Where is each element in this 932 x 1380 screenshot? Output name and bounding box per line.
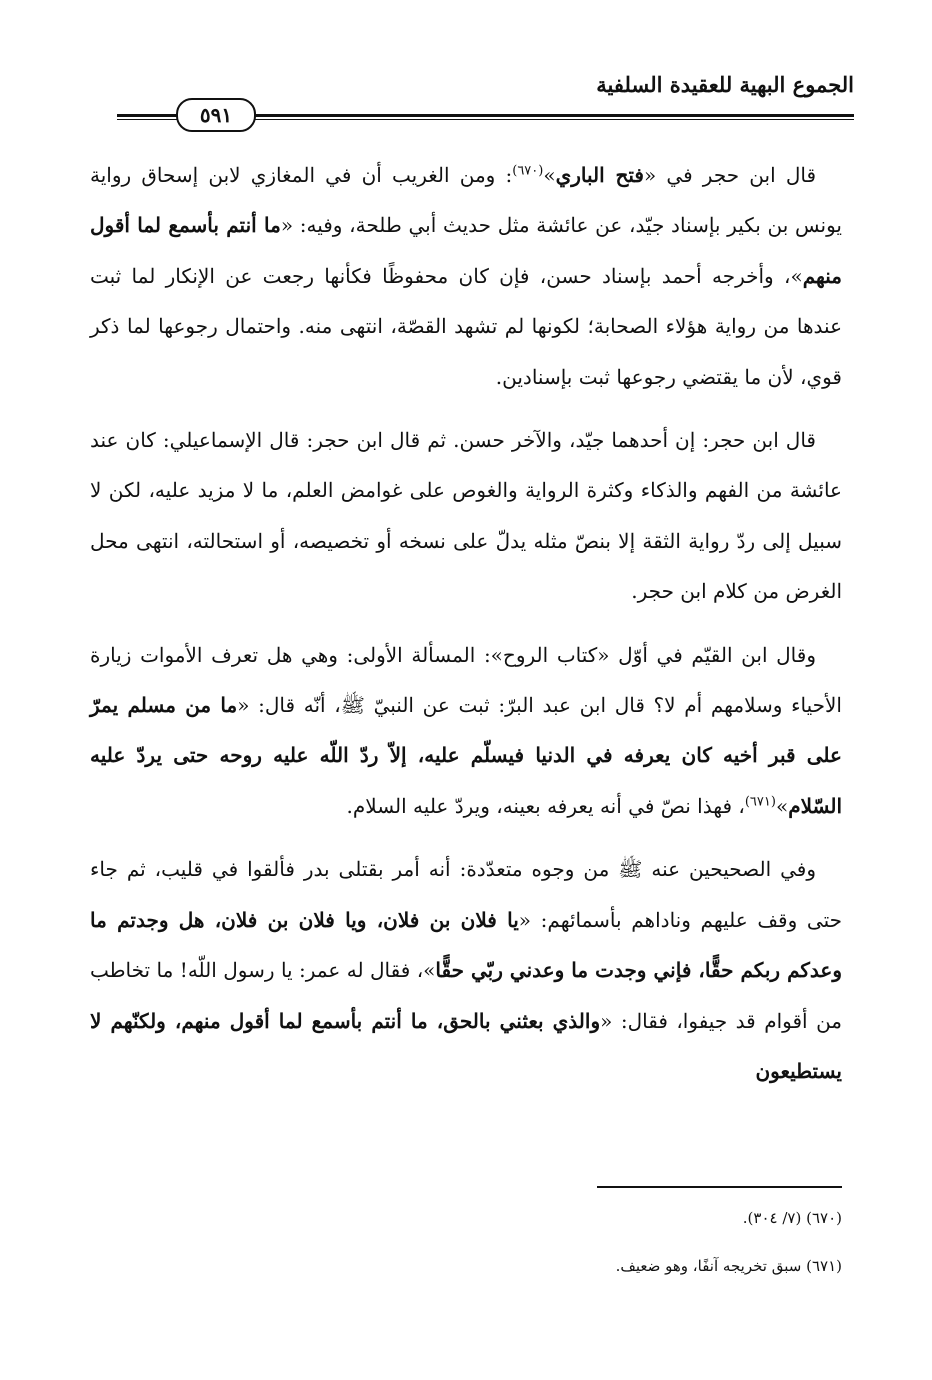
bold-quote: ما أنتم بأسمع لما أقول منهم (90, 213, 842, 288)
text-run: وفي الصحيحين عنه ﷺ من وجوه متعدّدة: أنه أمر بقتلى بدر فألقوا في قليب، ثم جاء حتى وقف عليهم وناداهم بأسمائهم: « (90, 857, 842, 932)
text-run: قال ابن حجر في « (643, 163, 817, 187)
bold-quote: يا فلان بن فلان، ويا فلان بن فلان، هل وجدتم ما وعدكم ربكم حقًّا، فإني وجدت ما وعدني ربّي حقًّا (90, 907, 843, 983)
text-run: » (543, 163, 556, 187)
paragraph (90, 630, 842, 832)
text-run: قال ابن حجر: إن أحدهما جيّد، والآخر حسن. ثم قال ابن حجر: قال الإسماعيلي: كان عند عائشة من الفهم والذكاء وكثرة الرواية والغوص على غوامض العلم، ما لا مزيد عليه، لكن لا سبيل إلى ردّ رواية الثقة إلا بنصّ مثله يدلّ على نسخه أو تخصيصه، أو استحالته، انتهى محل الغرض من كلام ابن حجر. (90, 428, 842, 604)
bold-quote: فتح الباري (555, 163, 644, 187)
page-number-badge (176, 98, 256, 132)
text-run: وقال ابن القيّم في أوّل «كتاب الروح»: المسألة الأولى: وهي هل تعرف الأموات زيارة الأحياء وسلامهم أم لا؟ قال ابن عبد البرّ: ثبت عن النبيّ ﷺ، أنّه قال: « (90, 642, 842, 718)
bold-quote: ما من مسلم يمرّ على قبر أخيه كان يعرفه في الدنيا فيسلّم عليه، إلاّ ردّ اللّه عليه روحه حتى يردّ عليه السّلام (90, 693, 842, 818)
footnotes (90, 1203, 842, 1299)
body-text (90, 150, 842, 1109)
text-run: : ومن الغريب أن في المغازي لابن إسحاق رواية يونس بن بكير بإسناد جيّد، عن عائشة مثل حديث أبي طلحة، وفيه: « (90, 163, 843, 238)
paragraph (90, 150, 842, 402)
footnote-number: (٦٧١) (806, 1257, 842, 1275)
footnote (90, 1203, 842, 1233)
footnote-ref: (٦٧٠) (512, 163, 544, 179)
text-run: ، فهذا نصّ في أنه يعرفه بعينه، ويردّ عليه السلام. (346, 793, 745, 818)
text-run: »، فقال له عمر: يا رسول اللّه! ما تخاطب من أقوام قد جيفوا، فقال: « (90, 958, 843, 1033)
footnote-ref: (٦٧١) (744, 794, 776, 810)
text-run: »، وأخرجه أحمد بإسناد حسن، فإن كان محفوظًا فكأنها رجعت عن الإنكار لما ثبت عندها من رواية هؤلاء الصحابة؛ لكونها لم تشهد القصّة، انتهى منه. واحتمال رجوعها لما ذكر قوي، لأن ما يقتضي رجوعها ثبت بإسنادين. (90, 263, 842, 389)
page-number: ٥٩١ (199, 103, 233, 127)
paragraph (90, 844, 842, 1096)
running-header-title: الجموع البهية للعقيدة السلفية (596, 72, 854, 97)
bold-quote: والذي بعثني بالحق، ما أنتم بأسمع لما أقول منهم، ولكنّهم لا يستطيعون (90, 1008, 842, 1083)
text-run: » (775, 793, 789, 818)
footnote-number: (٦٧٠) (806, 1209, 842, 1227)
paragraph (90, 415, 842, 617)
footnote-text: سبق تخريجه آنفًا، وهو ضعيف. (615, 1257, 802, 1275)
footnote-separator (597, 1186, 842, 1188)
footnote (90, 1251, 842, 1281)
footnote-text: (٧/ ٣٠٤). (742, 1209, 802, 1227)
